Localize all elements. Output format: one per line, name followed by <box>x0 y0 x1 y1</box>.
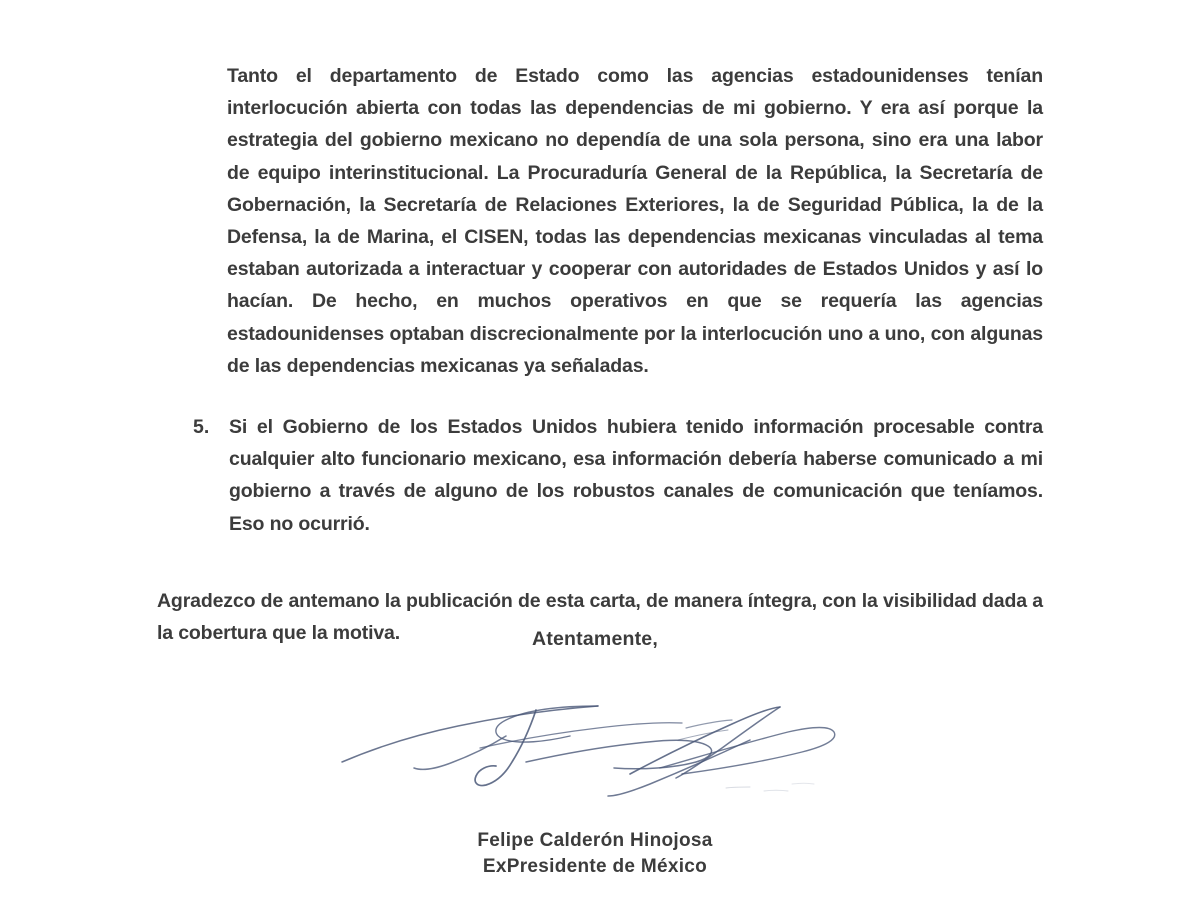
list-item-marker: 5. <box>193 416 210 439</box>
signoff-salutation: Atentamente, <box>532 628 658 650</box>
handwritten-signature-icon <box>330 670 850 805</box>
signoff-block <box>0 625 1200 653</box>
closing-paragraph: Agradezco de antemano la publicación de esta carta, de manera íntegra, con la visibilidad dada a la cobertura que la motiva. <box>157 589 1043 645</box>
opening-paragraph: Tanto el departamento de Estado como las agencias estadounidenses tenían interlocución abierta con todas las dependencias de mi gobierno. Y era así porque la estrategia del gobierno mexicano no dependía de una sola persona, sino era una labor de equipo interinstitucional. La Procuraduría General de la República, la Secretaría de Gobernación, la Secretaría de Relaciones Exteriores, la de Seguridad Pública, la de la Defensa, la de Marina, el CISEN, todas las dependencias mexicanas vinculadas al tema estaban autorizada a interactuar y cooperar con autoridades de Estados Unidos y así lo hacían. De hecho, en muchos operativos en que se requería las agencias estadounidenses optaban discrecionalmente por la interlocución uno a uno, con algunas de las dependencias mexicanas ya señaladas. <box>227 65 1043 377</box>
signer-name: Felipe Calderón Hinojosa <box>477 830 713 851</box>
numbered-list-item-5 <box>157 411 1043 540</box>
signer-block <box>0 828 1200 880</box>
signer-title: ExPresidente de México <box>482 856 708 877</box>
signature-image <box>330 670 850 805</box>
list-item-text: Si el Gobierno de los Estados Unidos hubiera tenido información procesable contra cualquier alto funcionario mexicano, esa información debería haberse comunicado a mi gobierno a través de alguno de los robustos canales de comunicación que teníamos. Eso no ocurrió. <box>229 416 1043 535</box>
letter-body <box>157 60 1043 649</box>
